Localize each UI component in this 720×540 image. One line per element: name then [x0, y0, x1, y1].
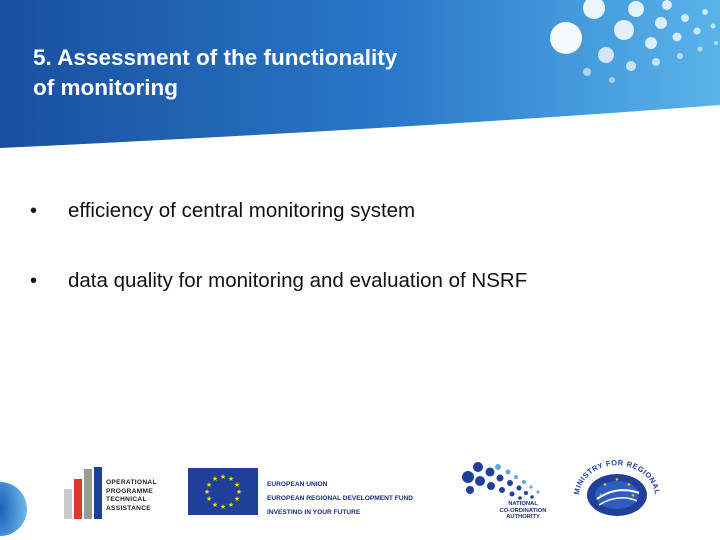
- nca-line-2: CO-ORDINATION: [499, 507, 547, 514]
- nca-line-3: AUTHORITY: [506, 514, 540, 520]
- svg-text:★: ★: [598, 493, 604, 499]
- eu-flag-icon: [188, 468, 258, 515]
- svg-text:★: ★: [211, 501, 219, 509]
- slide-title: [33, 43, 513, 103]
- eu-stars-icon: [188, 468, 258, 515]
- svg-text:★: ★: [630, 493, 636, 499]
- ministry-seal-icon: [567, 457, 663, 527]
- title-line-2: of monitoring: [33, 75, 178, 100]
- bullet-list: [30, 199, 527, 339]
- bullet-marker: •: [30, 200, 38, 222]
- eu-text: [267, 478, 413, 520]
- title-line-1: 5. Assessment of the functionality: [33, 45, 398, 70]
- list-item: [30, 269, 527, 339]
- national-coordination-authority-logo: [458, 459, 550, 519]
- ministry-regional-development-logo: [567, 457, 663, 527]
- nca-text: [498, 501, 548, 521]
- footer-logos: [0, 455, 720, 540]
- optp-text: OPERATIONAL PROGRAMME TECHNICAL ASSISTANCE: [106, 479, 157, 512]
- eu-logo: [188, 468, 443, 518]
- list-item: [30, 199, 527, 269]
- svg-text:★: ★: [205, 481, 213, 489]
- svg-text:★: ★: [235, 488, 243, 496]
- svg-text:★: ★: [211, 475, 219, 483]
- seal-text: MINISTRY FOR REGIONAL: [571, 458, 662, 496]
- svg-text:★: ★: [219, 473, 227, 481]
- bar-chart-icon: [64, 467, 104, 519]
- op-technical-assistance-logo: [64, 467, 174, 519]
- svg-text:★: ★: [203, 488, 211, 496]
- svg-text:★: ★: [205, 495, 213, 503]
- nca-line-1: NATIONAL: [508, 501, 538, 507]
- svg-text:★: ★: [614, 477, 620, 483]
- svg-text:★: ★: [626, 482, 632, 488]
- svg-text:★: ★: [227, 501, 235, 509]
- bullet-text: data quality for monitoring and evaluation of NSRF: [68, 269, 528, 292]
- svg-text:★: ★: [602, 482, 608, 488]
- eu-line-1: EUROPEAN UNION: [267, 481, 328, 488]
- svg-text:★: ★: [227, 475, 235, 483]
- svg-text:★: ★: [219, 503, 227, 511]
- slide-header: [0, 0, 720, 150]
- svg-text:★: ★: [233, 495, 241, 503]
- bullet-marker: •: [30, 270, 38, 292]
- eu-line-2: EUROPEAN REGIONAL DEVELOPMENT FUND: [267, 495, 414, 502]
- svg-text:★: ★: [233, 481, 241, 489]
- bullet-text: efficiency of central monitoring system: [68, 199, 416, 222]
- dots-icon: [458, 459, 550, 503]
- eu-line-3: INVESTING IN YOUR FUTURE: [267, 509, 361, 516]
